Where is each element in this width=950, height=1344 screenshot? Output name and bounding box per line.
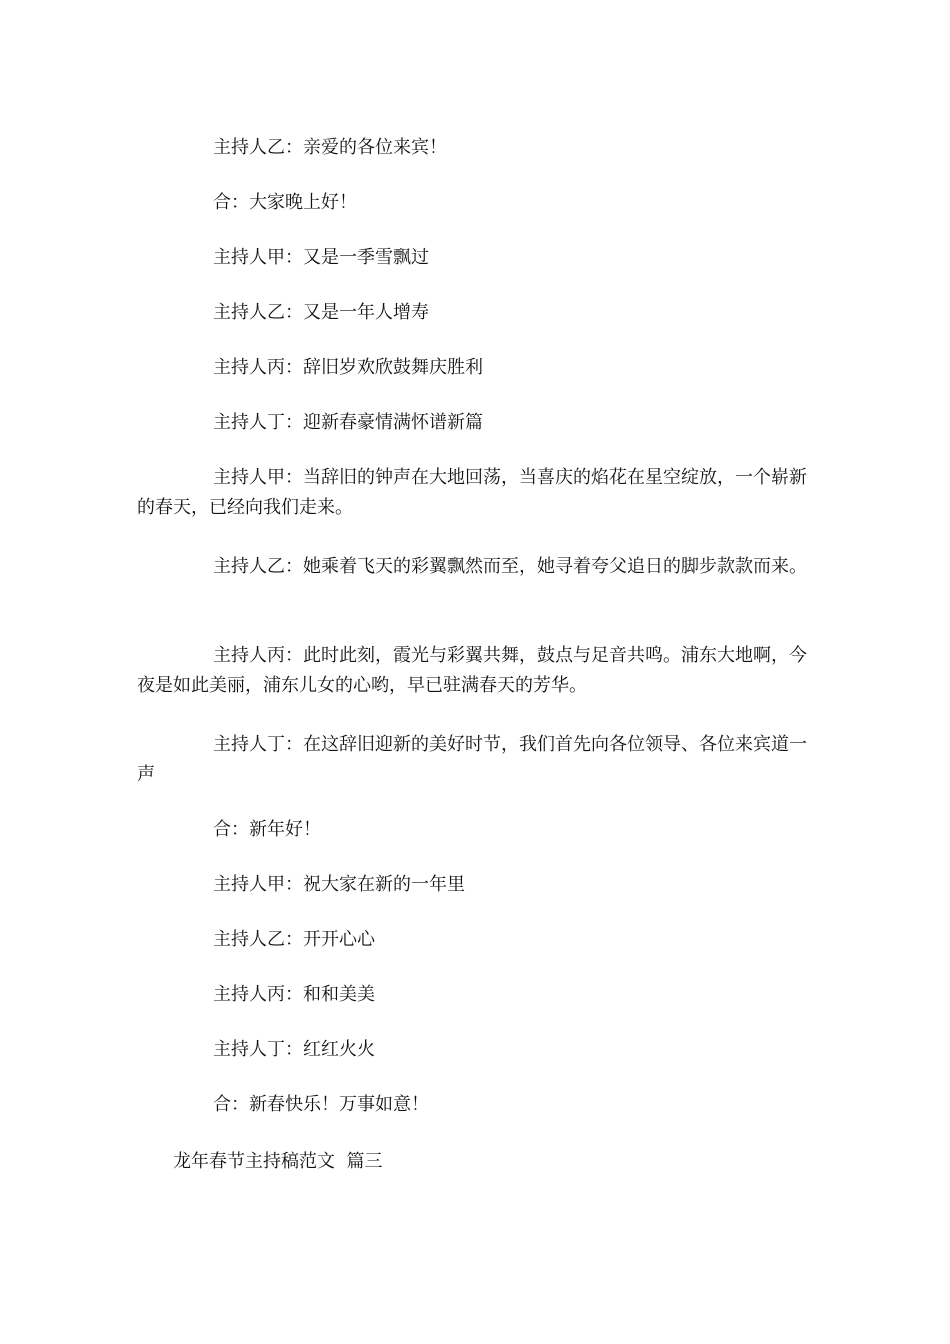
paragraph-9: 主持人丙：此时此刻，霞光与彩翼共舞，鼓点与足音共鸣。浦东大地啊，今夜是如此美丽，浦东儿女的心哟，早已驻满春天的芳华。: [137, 645, 807, 696]
paragraph-10: 主持人丁：在这辞旧迎新的美好时节，我们首先向各位领导、各位来宾道一声: [137, 734, 807, 785]
paragraph-16: 合：新春快乐！万事如意！: [213, 1094, 429, 1115]
paragraph-11: 合：新年好！: [213, 819, 321, 840]
section-heading: 龙年春节主持稿范文 篇三: [173, 1151, 383, 1172]
paragraph-4: 主持人乙：又是一年人增寿: [213, 302, 429, 323]
paragraph-12: 主持人甲：祝大家在新的一年里: [213, 874, 465, 895]
paragraph-15: 主持人丁：红红火火: [213, 1039, 375, 1060]
paragraph-5: 主持人丙：辞旧岁欢欣鼓舞庆胜利: [213, 357, 483, 378]
paragraph-2: 合：大家晚上好！: [213, 192, 357, 213]
paragraph-1: 主持人乙：亲爱的各位来宾！: [213, 137, 447, 158]
paragraph-14: 主持人丙：和和美美: [213, 984, 375, 1005]
paragraph-3: 主持人甲：又是一季雪飘过: [213, 247, 429, 268]
paragraph-7: 主持人甲：当辞旧的钟声在大地回荡，当喜庆的焰花在星空绽放，一个崭新的春天，已经向我们走来。: [137, 467, 807, 518]
paragraph-8: 主持人乙：她乘着飞天的彩翼飘然而至，她寻着夸父追日的脚步款款而来。: [213, 556, 807, 577]
paragraph-6: 主持人丁：迎新春豪情满怀谱新篇: [213, 412, 483, 433]
paragraph-13: 主持人乙：开开心心: [213, 929, 375, 950]
